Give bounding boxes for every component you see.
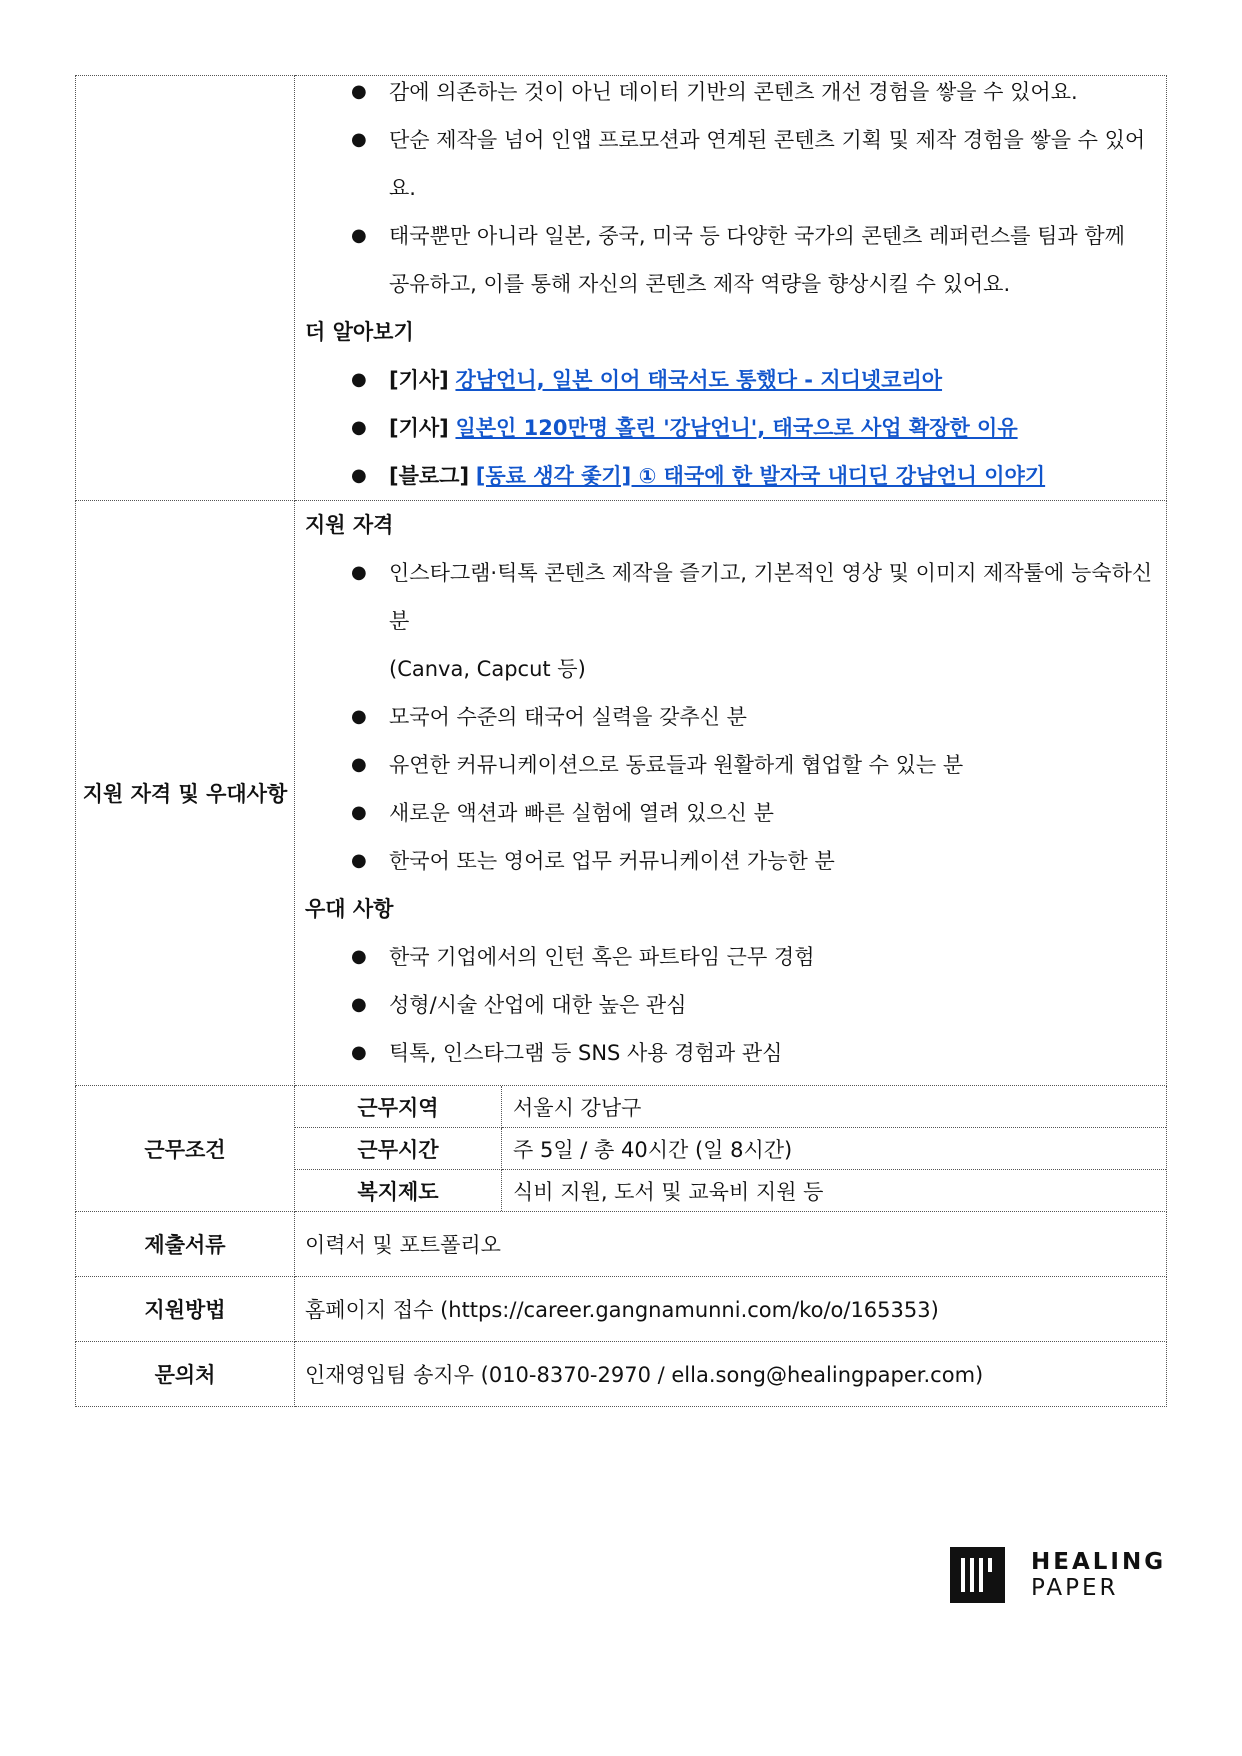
list-item: ● 감에 의존하는 것이 아닌 데이터 기반의 콘텐츠 개선 경험을 쌓을 수 있어요. (305, 68, 1156, 116)
work-hours-key: 근무시간 (295, 1128, 502, 1170)
list-item-continuation: 공유하고, 이를 통해 자신의 콘텐츠 제작 역량을 향상시킬 수 있어요. (389, 272, 1011, 296)
work-hours-value: 주 5일 / 총 40시간 (일 8시간) (502, 1128, 1167, 1170)
documents-row (76, 1212, 1167, 1277)
list-item: ● 한국 기업에서의 인턴 혹은 파트타임 근무 경험 (305, 933, 1156, 981)
growth-bullet-list (305, 68, 1156, 308)
apply-row (76, 1277, 1167, 1342)
list-item: ● 새로운 액션과 빠른 실험에 열려 있으신 분 (305, 789, 1156, 837)
requirements-heading: 지원 자격 (305, 513, 394, 537)
work-conditions-cell (295, 1086, 1167, 1212)
qualifications-content-cell (295, 501, 1167, 1086)
logo-text-line2: PAPER (1031, 1575, 1119, 1601)
preferences-list (305, 933, 1156, 1077)
qualifications-label: 지원 자격 및 우대사항 (76, 501, 295, 1086)
article-link[interactable]: 일본인 120만명 홀린 '강남언니', 태국으로 사업 확장한 이유 (455, 416, 1018, 440)
article-link[interactable]: 강남언니, 일본 이어 태국서도 통했다 - 지디넷코리아 (455, 368, 943, 392)
preferences-heading: 우대 사항 (305, 897, 394, 921)
list-item: ● 유연한 커뮤니케이션으로 동료들과 원활하게 협업할 수 있는 분 (305, 741, 1156, 789)
work-location-value: 서울시 강남구 (502, 1086, 1167, 1128)
contact-value: 인재영입팀 송지우 (010-8370-2970 / ella.song@healingpaper.com) (295, 1342, 1167, 1407)
work-conditions-label: 근무조건 (76, 1086, 295, 1212)
list-item: ● 태국뿐만 아니라 일본, 중국, 미국 등 다양한 국가의 콘텐츠 레퍼런스를 팀과 함께 (305, 212, 1156, 260)
bullet-icon: ● (351, 81, 367, 102)
work-conditions-table (295, 1086, 1166, 1211)
bullet-icon: ● (351, 850, 367, 871)
qualifications-row (76, 501, 1167, 1086)
work-location-key: 근무지역 (295, 1086, 502, 1128)
link-item (305, 356, 1156, 404)
list-item-continuation: (Canva, Capcut 등) (389, 657, 586, 681)
bullet-icon: ● (351, 706, 367, 727)
list-item: ● 인스타그램·틱톡 콘텐츠 제작을 즐기고, 기본적인 영상 및 이미지 제작툴에 능숙하신 분 (305, 549, 1156, 645)
welfare-value: 식비 지원, 도서 및 교육비 지원 등 (513, 1179, 824, 1204)
list-item: ● 성형/시술 산업에 대한 높은 관심 (305, 981, 1156, 1029)
requirements-list (305, 549, 1156, 885)
blog-link[interactable]: [동료 생각 좇기] ① 태국에 한 발자국 내디딘 강남언니 이야기 (475, 464, 1046, 488)
table-row (295, 1170, 1166, 1212)
more-info-heading: 더 알아보기 (305, 320, 414, 344)
contact-label: 문의처 (76, 1342, 295, 1407)
benefits-continuation-row (76, 76, 1167, 501)
bullet-icon: ● (351, 946, 367, 967)
table-row (295, 1128, 1166, 1170)
welfare-key: 복지제도 (295, 1170, 502, 1212)
list-item: ● 단순 제작을 넘어 인앱 프로모션과 연계된 콘텐츠 기획 및 제작 경험을 쌓을 수 있어요. (305, 116, 1156, 212)
link-tag: [기사] (389, 368, 449, 392)
documents-label: 제출서류 (76, 1212, 295, 1277)
link-item (305, 404, 1156, 452)
bullet-icon: ● (351, 465, 367, 486)
link-item (305, 452, 1156, 500)
bullet-icon: ● (351, 994, 367, 1015)
table-row (295, 1086, 1166, 1128)
bullet-icon: ● (351, 754, 367, 775)
documents-value: 이력서 및 포트폴리오 (295, 1212, 1167, 1277)
work-conditions-row (76, 1086, 1167, 1212)
related-links-list (305, 356, 1156, 500)
empty-label-cell (76, 76, 295, 501)
bullet-icon: ● (351, 1042, 367, 1063)
bullet-icon: ● (351, 417, 367, 438)
apply-value: 홈페이지 접수 (https://career.gangnamunni.com/ko/o/165353) (295, 1277, 1167, 1342)
bullet-icon: ● (351, 562, 367, 583)
bullet-icon: ● (351, 225, 367, 246)
job-posting-table (75, 75, 1167, 1407)
benefits-content-cell (295, 76, 1167, 501)
list-item: ● 한국어 또는 영어로 업무 커뮤니케이션 가능한 분 (305, 837, 1156, 885)
healing-paper-logo (950, 1545, 1167, 1605)
link-tag: [블로그] (389, 464, 470, 488)
list-item: ● 모국어 수준의 태국어 실력을 갖추신 분 (305, 693, 1156, 741)
bullet-icon: ● (351, 802, 367, 823)
link-tag: [기사] (389, 416, 449, 440)
logo-text-line1: HEALING (1031, 1549, 1167, 1575)
bullet-icon: ● (351, 129, 367, 150)
logo-mark-icon (950, 1547, 1005, 1603)
bullet-icon: ● (351, 369, 367, 390)
apply-label: 지원방법 (76, 1277, 295, 1342)
contact-row (76, 1342, 1167, 1407)
list-item: ● 틱톡, 인스타그램 등 SNS 사용 경험과 관심 (305, 1029, 1156, 1077)
